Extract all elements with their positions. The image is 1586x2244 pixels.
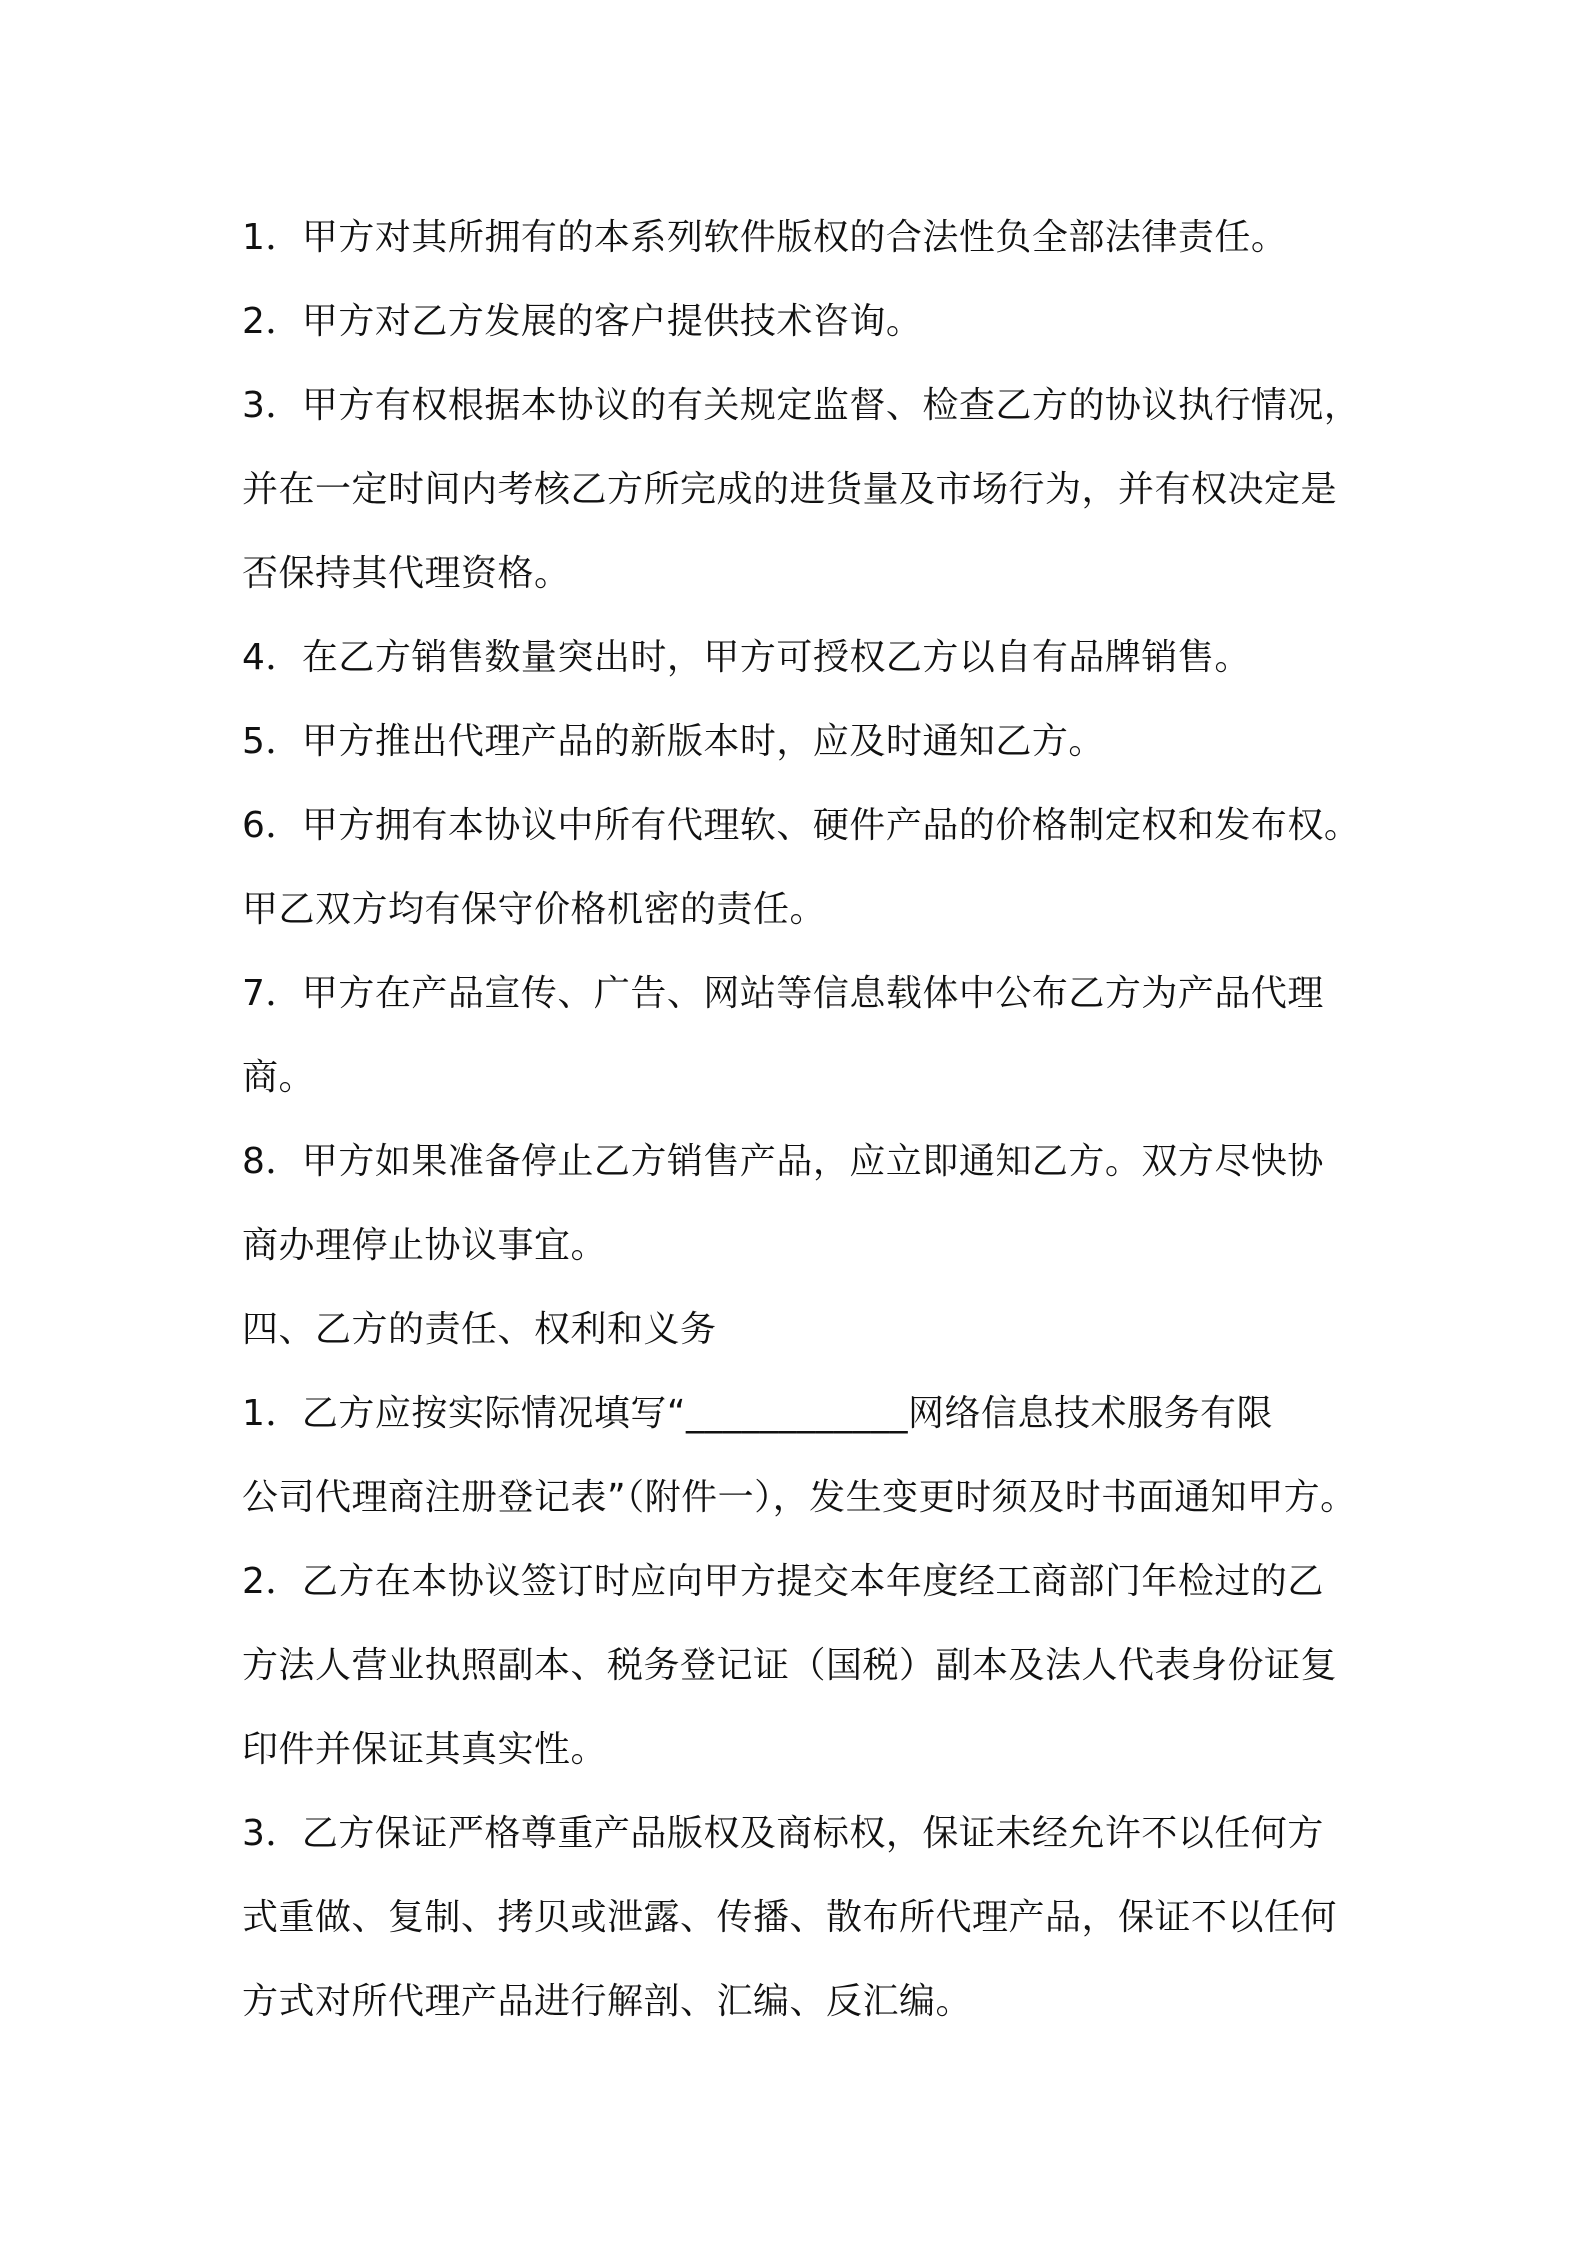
clause-a8-line2: 商办理停止协议事宜。	[242, 1225, 608, 1266]
clause-a7-line2: 商。	[242, 1057, 316, 1098]
clause-a3-line1: 3．甲方有权根据本协议的有关规定监督、检查乙方的协议执行情况，	[242, 385, 1361, 426]
clause-a4: 4．在乙方销售数量突出时，甲方可授权乙方以自有品牌销售。	[242, 637, 1251, 678]
clause-a8-line1: 8．甲方如果准备停止乙方销售产品，应立即通知乙方。双方尽快协	[242, 1141, 1324, 1182]
clause-b2-line1: 2．乙方在本协议签订时应向甲方提交本年度经工商部门年检过的乙	[242, 1561, 1324, 1602]
clause-b2-line3: 印件并保证其真实性。	[242, 1729, 608, 1770]
clause-a6-line2: 甲乙双方均有保守价格机密的责任。	[242, 889, 827, 930]
clause-b3-line3: 方式对所代理产品进行解剖、汇编、反汇编。	[242, 1981, 973, 2022]
clause-b2-line2: 方法人营业执照副本、税务登记证（国税）副本及法人代表身份证复	[242, 1645, 1338, 1686]
clause-a7-line1: 7．甲方在产品宣传、广告、网站等信息载体中公布乙方为产品代理	[242, 973, 1324, 1014]
clause-b1-line1: 1．乙方应按实际情况填写“____________网络信息技术服务有限	[242, 1393, 1274, 1434]
clause-a6-line1: 6．甲方拥有本协议中所有代理软、硬件产品的价格制定权和发布权。	[242, 805, 1361, 846]
section-heading: 四、乙方的责任、权利和义务	[242, 1309, 717, 1350]
clause-a1: 1．甲方对其所拥有的本系列软件版权的合法性负全部法律责任。	[242, 217, 1288, 258]
clause-a2: 2．甲方对乙方发展的客户提供技术咨询。	[242, 301, 923, 342]
clause-b1-line2: 公司代理商注册登记表”（附件一），发生变更时须及时书面通知甲方。	[242, 1477, 1357, 1518]
clause-b3-line2: 式重做、复制、拷贝或泄露、传播、散布所代理产品，保证不以任何	[242, 1897, 1338, 1938]
clause-a5: 5．甲方推出代理产品的新版本时，应及时通知乙方。	[242, 721, 1105, 762]
clause-b3-line1: 3．乙方保证严格尊重产品版权及商标权，保证未经允许不以任何方	[242, 1813, 1324, 1854]
clause-a3-line3: 否保持其代理资格。	[242, 553, 571, 594]
clause-a3-line2: 并在一定时间内考核乙方所完成的进货量及市场行为，并有权决定是	[242, 469, 1338, 510]
document-body	[242, 196, 1362, 2044]
